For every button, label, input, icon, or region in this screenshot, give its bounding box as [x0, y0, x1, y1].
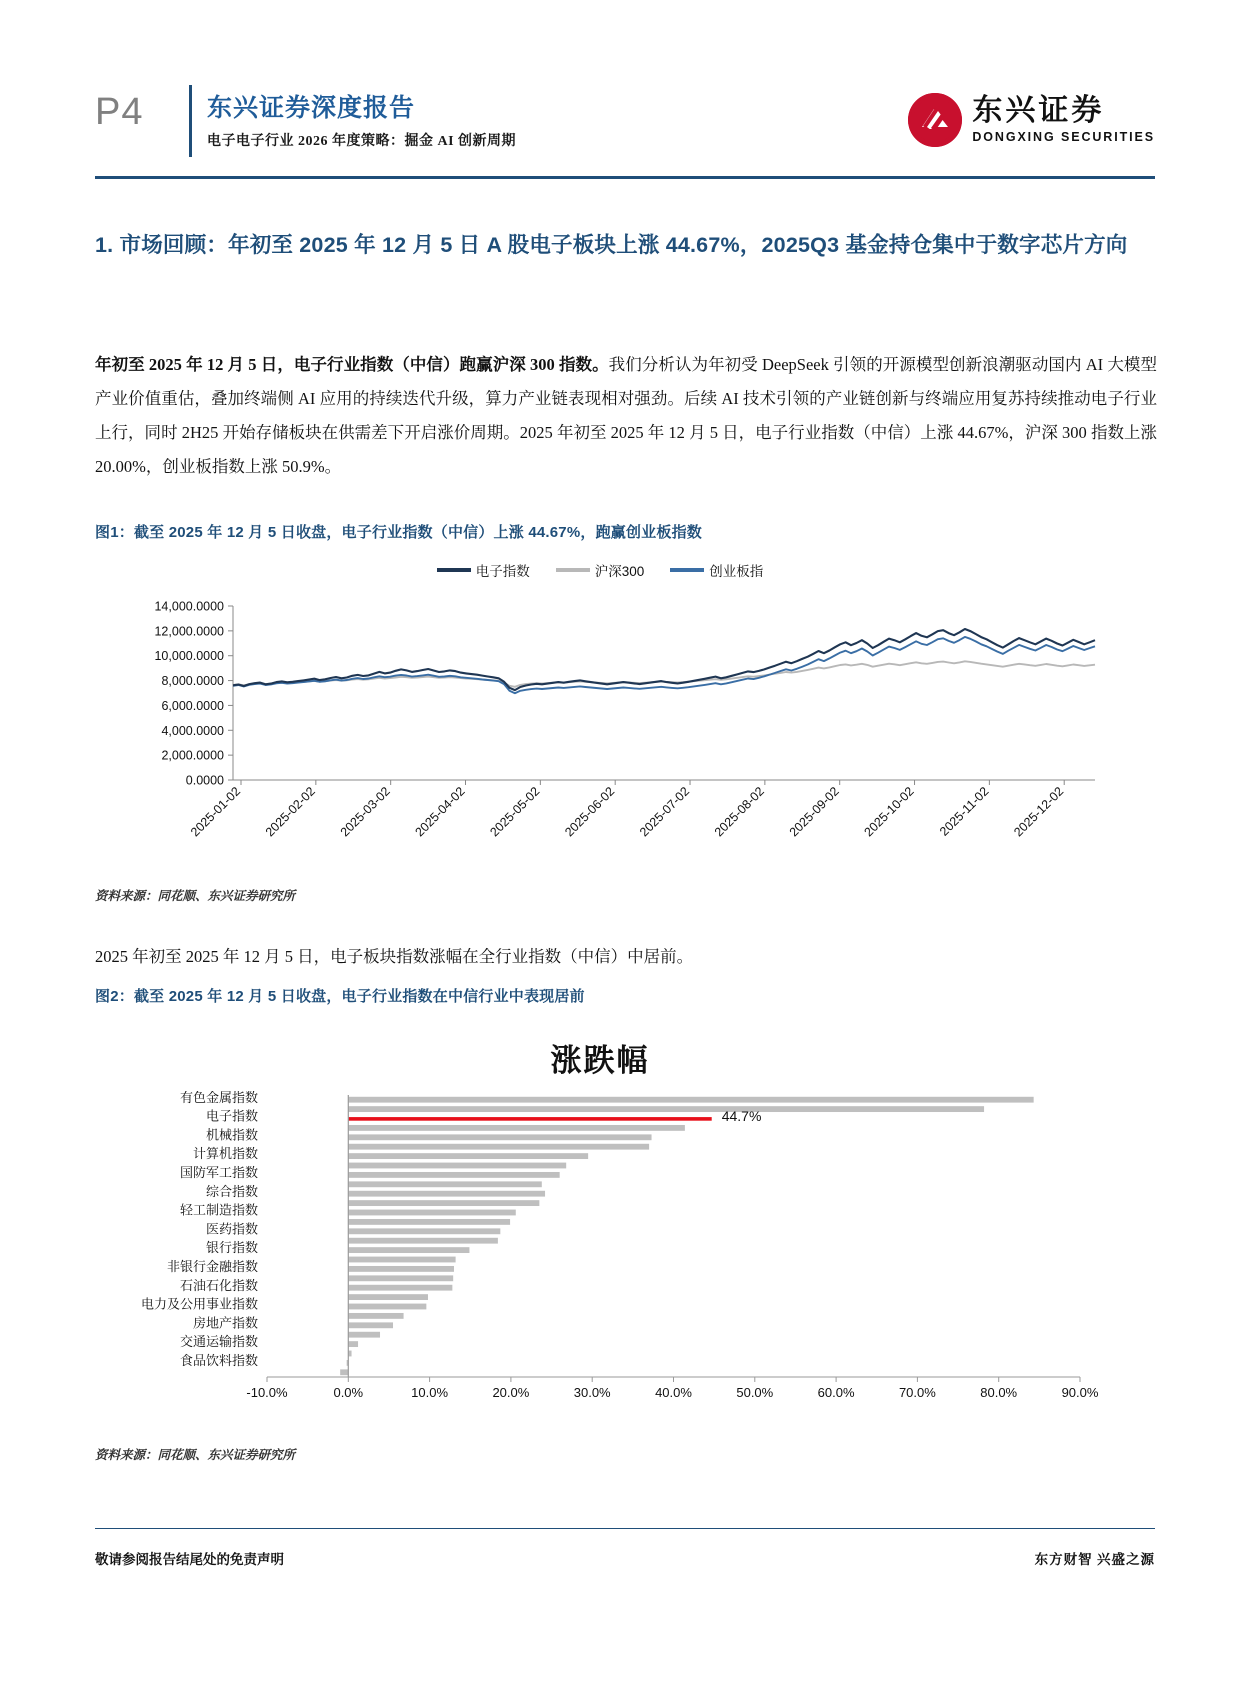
x-axis-tick: 2025-06-02	[562, 784, 618, 840]
x-axis-tick: 40.0%	[655, 1385, 692, 1400]
bar	[348, 1172, 559, 1178]
x-axis-tick: 60.0%	[817, 1385, 855, 1400]
page-header	[95, 85, 1155, 165]
section-heading: 1. 市场回顾：年初至 2025 年 12 月 5 日 A 股电子板块上涨 44.67%，2025Q3 基金持仓集中于数字芯片方向	[95, 233, 1128, 257]
bar	[348, 1144, 649, 1150]
legend-label: 电子指数	[475, 564, 530, 579]
legend-swatch-icon	[670, 568, 704, 572]
paragraph-1-lead: 年初至 2025 年 12 月 5 日，电子行业指数（中信）跑赢沪深 300 指数。	[95, 355, 609, 374]
chart2-title: 涨跌幅	[550, 1043, 650, 1078]
bar	[348, 1257, 455, 1263]
bar	[340, 1369, 348, 1375]
category-label: 机械指数	[205, 1127, 258, 1143]
bar	[348, 1266, 454, 1272]
report-title: 东兴证券深度报告	[207, 94, 416, 122]
report-subtitle: 电子电子行业 2026 年度策略：掘金 AI 创新周期	[207, 134, 517, 149]
y-axis-tick: 10,000.0000	[154, 649, 224, 664]
footer-rule	[95, 1528, 1155, 1529]
y-axis-tick: 14,000.0000	[154, 599, 224, 614]
x-axis-tick: 20.0%	[492, 1385, 530, 1400]
figure-2-caption: 图2：截至 2025 年 12 月 5 日收盘，电子行业指数在中信行业中表现居前	[95, 988, 585, 1005]
footer-disclaimer: 敬请参阅报告结尾处的免责声明	[95, 1552, 284, 1567]
x-axis-tick: 10.0%	[411, 1385, 449, 1400]
category-label: 国防军工指数	[179, 1164, 258, 1180]
x-axis-tick: 2025-03-02	[337, 784, 393, 840]
x-axis-tick: 2025-07-02	[637, 784, 693, 840]
series-line-1	[233, 661, 1095, 687]
category-label: 电力及公用事业指数	[140, 1296, 258, 1312]
paragraph-1-body: 我们分析认为年初受 DeepSeek 引领的开源模型创新浪潮驱动国内 AI 大模型产业价值重估，叠加终端侧 AI 应用的持续迭代升级，算力产业链表现相对强劲。后续 AI 技术引领的产业链创新与终端应用复苏持续推动电子行业上行，同时 2H25 开始存储板块在供需差下开启涨价周期。2025 年初至 2025 年 12 月 5 日，电子行业指数（中信）上涨 44.67%，沪深 300 指数上涨 20.00%，创业板指数上涨 50.9%。	[95, 355, 1158, 476]
legend-swatch-icon	[556, 568, 590, 572]
bar	[348, 1285, 452, 1291]
footer-slogan: 东方财智 兴盛之源	[1034, 1552, 1155, 1567]
y-axis-tick: 6,000.0000	[161, 698, 224, 713]
bar	[348, 1134, 651, 1140]
bar-data-label: 44.7%	[721, 1107, 762, 1124]
bar	[348, 1125, 685, 1131]
series-line-2	[233, 637, 1095, 693]
legend-swatch-icon	[437, 568, 471, 572]
y-axis-tick: 12,000.0000	[154, 624, 224, 639]
x-axis-tick: -10.0%	[246, 1385, 288, 1400]
legend-item-1	[556, 560, 645, 580]
y-axis-tick: 2,000.0000	[161, 748, 224, 763]
x-axis-tick: 70.0%	[898, 1385, 936, 1400]
bar	[348, 1304, 426, 1310]
x-axis-tick: 0.0%	[333, 1385, 364, 1400]
bar	[348, 1163, 566, 1169]
category-label: 房地产指数	[192, 1315, 258, 1331]
bar	[348, 1219, 510, 1225]
category-label: 石油石化指数	[179, 1277, 258, 1293]
logo-name-cn: 东兴证券	[972, 94, 1105, 128]
chart1-legend	[95, 560, 1105, 580]
bar	[348, 1181, 541, 1187]
x-axis-tick: 30.0%	[573, 1385, 611, 1400]
category-label: 银行指数	[205, 1240, 258, 1256]
x-axis-tick: 90.0%	[1061, 1385, 1099, 1400]
category-label: 计算机指数	[192, 1146, 258, 1162]
header-rule	[95, 176, 1155, 179]
x-axis-tick: 2025-11-02	[937, 784, 992, 839]
category-label: 非银行金融指数	[166, 1258, 258, 1274]
dongxing-logo-icon	[908, 93, 962, 147]
bar	[348, 1153, 588, 1159]
category-label: 医药指数	[205, 1221, 258, 1237]
bar	[348, 1332, 380, 1338]
bar	[348, 1322, 393, 1328]
x-axis-tick: 2025-10-02	[861, 784, 917, 840]
x-axis-tick: 2025-08-02	[711, 784, 767, 840]
bar	[348, 1238, 498, 1244]
bar	[348, 1247, 469, 1253]
company-logo	[908, 93, 1155, 147]
bar	[348, 1341, 358, 1347]
x-axis-tick: 2025-04-02	[412, 784, 468, 840]
legend-label: 沪深300	[594, 564, 645, 579]
chart1-plot-area	[95, 598, 1105, 868]
page-number: P4	[95, 91, 144, 133]
figure-1-source: 资料来源：同花顺、东兴证券研究所	[95, 889, 296, 903]
bar-highlighted	[348, 1117, 711, 1121]
legend-item-0	[437, 560, 530, 580]
bar	[348, 1294, 428, 1300]
bar	[348, 1200, 539, 1206]
x-axis-tick: 2025-05-02	[487, 784, 543, 840]
bar	[348, 1210, 515, 1216]
figure-2-source: 资料来源：同花顺、东兴证券研究所	[95, 1448, 296, 1462]
logo-name-en: DONGXING SECURITIES	[972, 130, 1155, 145]
x-axis-tick: 50.0%	[736, 1385, 774, 1400]
x-axis-tick: 2025-09-02	[786, 784, 842, 840]
bar	[348, 1228, 500, 1234]
bar	[348, 1275, 453, 1281]
figure-1-caption: 图1：截至 2025 年 12 月 5 日收盘，电子行业指数（中信）上涨 44.67%，跑赢创业板指数	[95, 524, 702, 541]
paragraph-2: 2025 年初至 2025 年 12 月 5 日，电子板块指数涨幅在全行业指数（中信）中居前。	[95, 947, 694, 966]
category-label: 电子指数	[205, 1108, 258, 1124]
category-label: 综合指数	[205, 1183, 258, 1199]
x-axis-tick: 2025-12-02	[1011, 784, 1067, 840]
line-chart-index-performance	[95, 560, 1105, 870]
bar	[348, 1191, 545, 1197]
legend-label: 创业板指	[709, 564, 764, 579]
header-divider	[189, 85, 192, 157]
paragraph-1	[95, 348, 1157, 484]
category-label: 轻工制造指数	[179, 1202, 258, 1218]
chart2-plot-area	[95, 1091, 1105, 1411]
y-axis-tick: 0.0000	[185, 773, 224, 788]
y-axis-tick: 4,000.0000	[161, 723, 224, 738]
category-label: 有色金属指数	[179, 1091, 258, 1105]
bar-chart-industry-returns	[95, 1015, 1105, 1425]
bar	[348, 1313, 403, 1319]
x-axis-tick: 80.0%	[980, 1385, 1018, 1400]
bar	[348, 1097, 1033, 1103]
logo-wordmark	[972, 96, 1155, 144]
x-axis-tick: 2025-02-02	[262, 784, 318, 840]
category-label: 交通运输指数	[179, 1334, 258, 1350]
category-label: 食品饮料指数	[179, 1352, 258, 1368]
bar	[348, 1106, 984, 1112]
legend-item-2	[670, 560, 763, 580]
y-axis-tick: 8,000.0000	[161, 674, 224, 689]
x-axis-tick: 2025-01-02	[188, 784, 244, 840]
